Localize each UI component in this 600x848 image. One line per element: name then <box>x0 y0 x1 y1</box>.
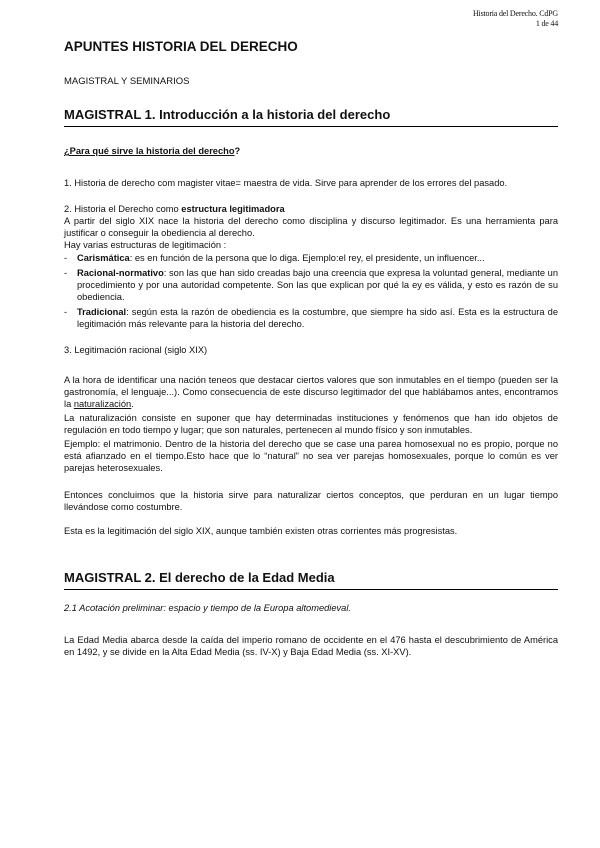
paragraph-magister-vitae: 1. Historia de derecho com magister vitae= maestra de vida. Sirve para aprender de los errores del pasado. <box>64 178 508 188</box>
paragraph-nacion: A la hora de identificar una nación teneos que destacar ciertos valores que son inmutables en el tiempo (pueden ser la gastronomía, el lenguaje...). Como consecuencia de este discurso legitimador del que hablábamos antes, encontramos la naturalización. <box>64 375 558 409</box>
document-body <box>64 38 558 658</box>
document-title: APUNTES HISTORIA DEL DERECHO <box>64 39 298 54</box>
section-heading-magistral-1: MAGISTRAL 1. Introducción a la historia del derecho <box>64 104 558 127</box>
list-item: - Racional-normativo: son las que han sido creadas bajo una creencia que expresa la voluntad general, mediante un procedimiento y por una autoridad competente. Son las que explican por qué la ey es válida, y esto es razón de su obediencia. <box>64 268 558 302</box>
guiding-question-mark: ? <box>234 146 241 156</box>
legitimation-list <box>64 252 558 330</box>
paragraph-estructura-term: estructura legitimadora <box>181 204 285 214</box>
list-item: - Carismática: es en función de la persona que lo diga. Ejemplo:el rey, el presidente, un influencer... <box>64 253 485 263</box>
paragraph-siglo-xix: A partir del siglo XIX nace la historia del derecho como disciplina y discurso legitimador. Es una herramienta para justificar o conseguir la obediencia al derecho. <box>64 216 558 238</box>
running-header <box>473 9 558 29</box>
paragraph-estructura-lead: 2. Historia el Derecho como <box>64 204 182 214</box>
section-heading-magistral-2: MAGISTRAL 2. El derecho de la Edad Media <box>64 567 558 590</box>
guiding-question <box>64 145 558 157</box>
list-item: - Tradicional: según esta la razón de obediencia es la costumbre, que siempre ha sido así. Esta es la estructura de legitimación más relevante para la historia del derecho. <box>64 307 558 329</box>
paragraph-estructura <box>64 203 558 215</box>
document-subtitle: MAGISTRAL Y SEMINARIOS <box>64 76 190 87</box>
paragraph-naturalizacion: La naturalización consiste en suponer que hay determinadas instituciones y fenómenos que han ido objetos de regulación en todo tiempo y lugar; que son naturales, pertenecen al mundo físico y son inmutables. <box>64 413 558 435</box>
paragraph-ejemplo: Ejemplo: el matrimonio. Dentro de la historia del derecho que se case una parea homosexual no es propio, porque no está afianzado en el tiempo.Esto hace que lo “natural” no sea ver parejas homosexuales, porque lo común es ver parejas heterosexuales. <box>64 439 558 473</box>
paragraph-conclusion: Entonces concluimos que la historia sirve para naturalizar ciertos conceptos, que perduran en un lugar tiempo llevándose como costumbre. <box>64 490 558 512</box>
guiding-question-text: ¿Para qué sirve la historia del derecho <box>64 146 235 156</box>
term-naturalizacion: naturalización <box>73 399 132 409</box>
subsection-heading-2-1: 2.1 Acotación preliminar: espacio y tiempo de la Europa altomedieval. <box>64 603 351 613</box>
paragraph-estructuras-intro: Hay varias estructuras de legitimación : <box>64 240 227 250</box>
paragraph-legitimacion-siglo-xix: Esta es la legitimación del siglo XIX, aunque también existen otras corrientes más progresistas. <box>64 526 458 536</box>
paragraph-legitimacion-racional: 3. Legitimación racional (siglo XIX) <box>64 345 208 355</box>
running-title: Historia del Derecho. CdPG <box>472 9 558 18</box>
page-indicator: 1 de 44 <box>535 19 558 28</box>
paragraph-edad-media: La Edad Media abarca desde la caída del imperio romano de occidente en el 476 hasta el descubrimiento de América en 1492, y se divide en la Alta Edad Media (ss. IV-X) y Baja Edad Media (ss. XI-XV). <box>64 635 558 657</box>
